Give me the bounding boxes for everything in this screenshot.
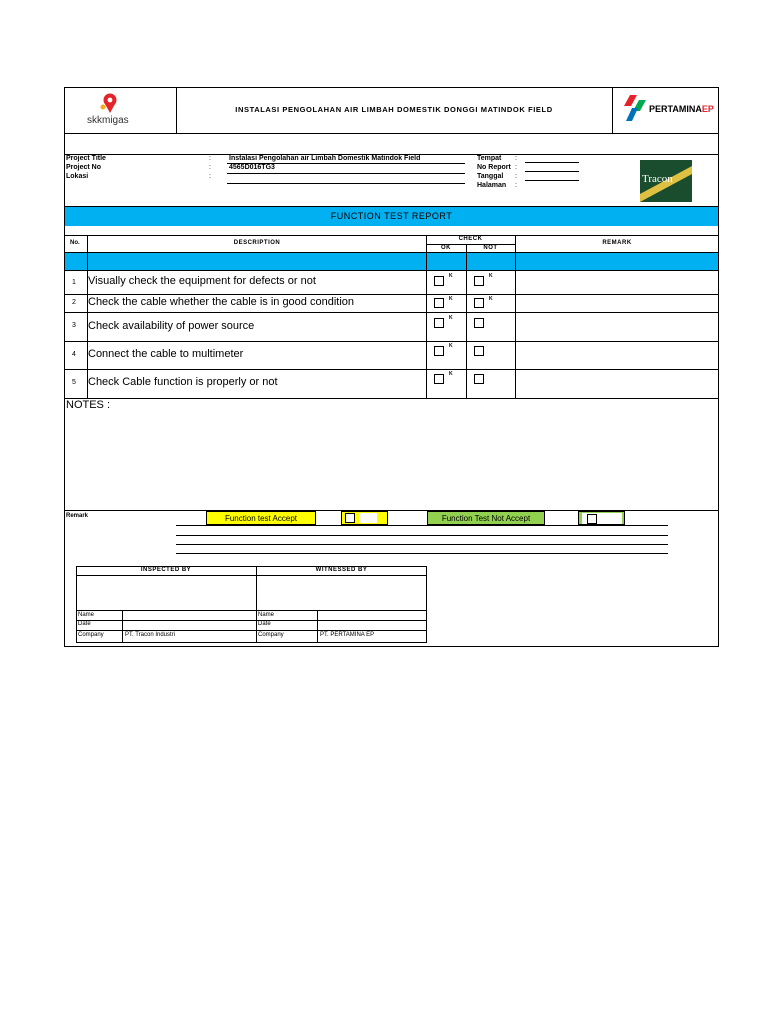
underline xyxy=(227,173,465,174)
divider xyxy=(317,610,318,643)
col-remark-header: REMARK xyxy=(602,240,632,246)
divider xyxy=(64,312,719,313)
row-description: Check Cable function is properly or not xyxy=(88,376,278,388)
project-no-value: 4565D016TG3 xyxy=(229,164,275,171)
underline xyxy=(227,163,465,164)
tracon-logo-text: Tracon xyxy=(642,173,673,185)
divider xyxy=(76,575,427,576)
no-report-label: No Report xyxy=(477,164,511,171)
not-checkbox[interactable] xyxy=(474,298,484,308)
halaman-label: Halaman xyxy=(477,182,507,189)
pertamina-logo-text: PERTAMINA xyxy=(649,104,702,114)
report-title: FUNCTION TEST REPORT xyxy=(330,211,453,221)
k-mark: K xyxy=(489,273,493,279)
divider xyxy=(256,566,257,643)
project-title-label: Project Title xyxy=(66,155,106,162)
separator: : xyxy=(515,164,517,171)
ok-checkbox[interactable] xyxy=(434,318,444,328)
tracon-logo xyxy=(640,160,692,202)
col-description-header: DESCRIPTION xyxy=(233,240,281,246)
row-description: Connect the cable to multimeter xyxy=(88,348,244,360)
col-ok-header: OK xyxy=(441,245,451,251)
underline xyxy=(176,553,668,554)
divider xyxy=(76,610,427,611)
divider xyxy=(426,235,427,398)
row-number: 3 xyxy=(72,322,76,329)
underline xyxy=(525,171,579,172)
divider xyxy=(466,244,467,398)
underline xyxy=(176,525,668,526)
pertamina-logo-suffix: EP xyxy=(701,104,714,114)
k-mark: K xyxy=(449,343,453,349)
notes-label: NOTES : xyxy=(66,399,111,411)
row-description: Check availability of power source xyxy=(88,320,255,332)
k-mark: K xyxy=(449,296,453,302)
separator: : xyxy=(209,173,211,180)
accept-checkbox-cell xyxy=(341,511,388,525)
ok-checkbox[interactable] xyxy=(434,298,444,308)
divider xyxy=(64,235,719,236)
skkmigas-logo-text: skkmigas xyxy=(87,115,129,126)
company-left-value: PT. Tracon Industri xyxy=(125,632,176,638)
row-number: 5 xyxy=(72,379,76,386)
underline xyxy=(227,183,465,184)
divider xyxy=(64,270,719,271)
divider xyxy=(64,341,719,342)
divider xyxy=(87,235,88,398)
separator: : xyxy=(515,173,517,180)
ok-checkbox[interactable] xyxy=(434,374,444,384)
function-test-accept-label: Function test Accept xyxy=(206,511,316,525)
document-title: INSTALASI PENGOLAHAN AIR LIMBAH DOMESTIK DONGGI MATINDOK FIELD xyxy=(235,105,553,114)
accept-checkbox-blank xyxy=(359,513,377,523)
separator: : xyxy=(209,164,211,171)
ok-checkbox[interactable] xyxy=(434,276,444,286)
k-mark: K xyxy=(449,371,453,377)
not-checkbox[interactable] xyxy=(474,346,484,356)
pertamina-logo-icon xyxy=(624,93,650,123)
company-label: Company xyxy=(78,632,104,638)
header-spacer-bar xyxy=(65,253,718,270)
k-mark: K xyxy=(489,296,493,302)
not-checkbox[interactable] xyxy=(474,318,484,328)
ok-checkbox[interactable] xyxy=(434,346,444,356)
company-right-value: PT. PERTAMINA EP xyxy=(320,632,375,638)
divider xyxy=(64,133,719,134)
divider xyxy=(515,235,516,398)
separator: : xyxy=(515,182,517,189)
divider xyxy=(76,630,427,631)
lokasi-label: Lokasi xyxy=(66,173,89,180)
divider xyxy=(64,369,719,370)
divider xyxy=(122,610,123,643)
col-no-header: No. xyxy=(70,240,80,246)
divider xyxy=(76,620,427,621)
divider xyxy=(64,398,719,399)
divider xyxy=(64,294,719,295)
divider xyxy=(612,87,613,133)
inspected-by-header: INSPECTED BY xyxy=(140,567,192,573)
skkmigas-logo-icon xyxy=(98,92,122,114)
name-label: Name xyxy=(78,612,95,618)
not-checkbox[interactable] xyxy=(474,276,484,286)
k-mark: K xyxy=(449,273,453,279)
underline xyxy=(176,544,668,545)
date-label: Date xyxy=(258,621,271,627)
row-number: 2 xyxy=(72,299,76,306)
project-no-label: Project No xyxy=(66,164,102,171)
company-label: Company xyxy=(258,632,284,638)
col-check-header: CHECK xyxy=(458,236,483,242)
project-title-value: Instalasi Pengolahan air Limbah Domestik Matindok Field xyxy=(229,155,421,162)
not-checkbox[interactable] xyxy=(474,374,484,384)
underline xyxy=(525,180,579,181)
tempat-label: Tempat xyxy=(477,155,502,162)
function-test-not-accept-label: Function Test Not Accept xyxy=(427,511,545,525)
form-frame xyxy=(64,87,719,647)
col-not-header: NOT xyxy=(483,245,498,251)
date-label: Date xyxy=(78,621,91,627)
not-accept-checkbox[interactable] xyxy=(587,514,597,524)
row-description: Visually check the equipment for defects or not xyxy=(88,275,316,287)
separator: : xyxy=(209,155,211,162)
separator: : xyxy=(515,155,517,162)
tanggal-label: Tanggal xyxy=(477,173,504,180)
name-label: Name xyxy=(258,612,275,618)
k-mark: K xyxy=(449,315,453,321)
witnessed-by-header: WITNESSED BY xyxy=(315,567,368,573)
accept-checkbox[interactable] xyxy=(345,513,355,523)
row-description: Check the cable whether the cable is in good condition xyxy=(88,296,355,308)
row-number: 4 xyxy=(72,351,76,358)
row-number: 1 xyxy=(72,279,76,286)
underline xyxy=(176,535,668,536)
not-accept-checkbox-cell xyxy=(578,511,625,525)
underline xyxy=(525,162,579,163)
remark-label: Remark xyxy=(66,513,89,519)
